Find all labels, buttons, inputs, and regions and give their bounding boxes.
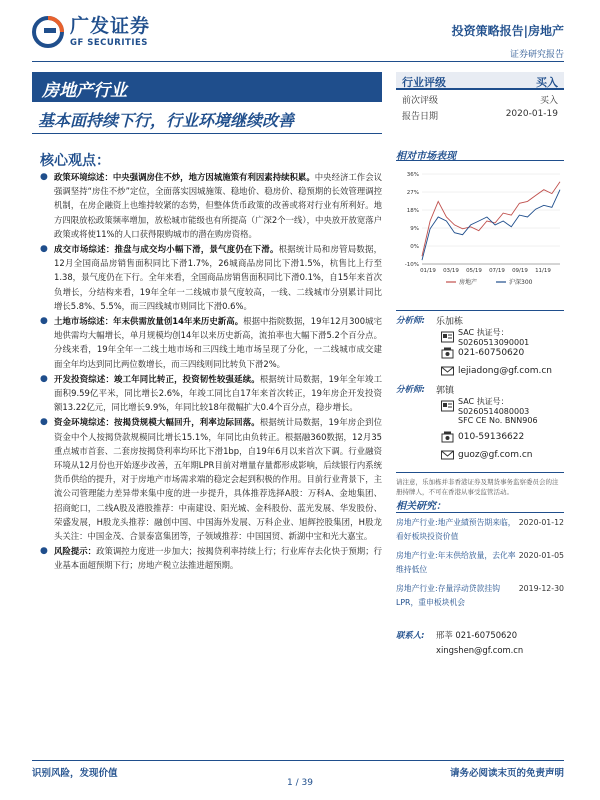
analyst-email-row <box>396 362 564 380</box>
paragraph-investment <box>34 372 382 415</box>
paragraph-text: 根据统计局数据，19年全年竣工面积9.59亿平米，同比增长2.6%，年竣工同比自17年来首次转正，19年房企开发投资额13.22亿元，同比增长9.9%，年同比较18年微幅扩大0.4个百分点，稳步增长。 <box>54 373 382 413</box>
x-tick-label: 05/19 <box>466 268 482 274</box>
y-tick-label: 18% <box>406 208 419 214</box>
relative-performance-chart <box>396 168 564 292</box>
paragraph-lead: 资金环境综述：按揭贷规模大幅回升，利率边际回落。 <box>54 417 260 428</box>
rating-label: 行业评级 <box>402 76 446 89</box>
paragraph-lead: 政策环境综述：中央强调房住不炒，地方因城施策有利因素持续积累。 <box>54 172 315 182</box>
core-views-title: 核心观点： <box>40 153 110 169</box>
related-divider <box>396 512 564 513</box>
contact-email[interactable]: xingshen@gf.com.cn <box>436 644 524 655</box>
paragraph-funding <box>34 415 382 543</box>
phone-icon <box>436 431 458 443</box>
report-date-row <box>396 106 564 122</box>
analyst-sfc: SFC CE No. BNN906 <box>458 416 538 425</box>
paragraph-text: 根据统计局数据，19年房企到位资金中个人按揭贷款规模同比增长15.1%，年同比由负转正。根据融360数据，12月35重点城市首套、二套房按揭贷利率均环比下滑1bp，自19年6月以来首次下调。行业融资环境从12月份也开始逐步改善，五年期LPR目前对增量存量都形成影响，后续银行内系统货币供给的提升，对于房地产市场需求端的稳定会起到积极的作用。目前行业背景下，主流公司管理能力差异带来集中度的进一步提升，具体推荐选择A股：万科A、金地集团、招商蛇口，二线A股及港股推荐：中南建设、阳光城、金科股份、蓝光发展、华发股份、荣盛发展，H股龙头推荐：融创中国、中国海外发展、万科企业、旭辉控股集团，H股龙头关注：中国金茂、合景泰富集团等，子领域推荐：中国国贸、新湖中宝和光大嘉宝。 <box>54 417 382 542</box>
analyst-name: 郭镇 <box>436 385 455 396</box>
analyst-sfc-row <box>396 413 564 428</box>
paragraph-text: 政策调控力度进一步加大；按揭贷利率持续上行；行业库存去化快于预期；行业基本面超预期下行；房地产税立法推进超预期。 <box>54 546 383 571</box>
related-item-date: 2020-01-12 <box>518 518 564 527</box>
contact-name-phone: 邢莘 021-60750620 <box>436 629 518 640</box>
header-divider <box>32 61 564 62</box>
related-item-title[interactable]: 房地产行业:存量浮动贷款挂钩LPR，重申板块机会 <box>396 584 500 607</box>
industry-title: 房地产行业 <box>32 72 382 102</box>
paragraph-lead: 风险提示： <box>54 546 97 557</box>
analyst-label: 分析师: <box>396 385 425 395</box>
logo-en-text: GF SECURITIES <box>70 37 148 48</box>
prev-rating-label: 前次评级 <box>402 96 439 106</box>
paragraph-policy <box>34 170 382 241</box>
analyst-phone-row <box>396 344 564 362</box>
contact-block <box>396 627 564 657</box>
analyst-email[interactable]: lejiadong@gf.com.cn <box>458 366 553 376</box>
id-card-icon <box>436 400 458 412</box>
analyst-label: 分析师: <box>396 316 425 326</box>
y-tick-label: 27% <box>406 190 419 196</box>
analyst-email[interactable]: guoz@gf.com.cn <box>458 450 533 460</box>
footer-disclaimer: 请务必阅读末页的免责声明 <box>449 768 564 779</box>
bullet-icon: ● <box>40 244 48 255</box>
y-tick-label: -10% <box>404 262 419 268</box>
id-card-icon <box>436 331 458 343</box>
paragraph-risk <box>34 544 382 572</box>
phone-icon <box>436 347 458 359</box>
report-headline: 基本面持续下行，行业环境继续改善 <box>32 104 382 134</box>
analyst-sac: SAC 执证号：S0260514080003 <box>458 396 530 416</box>
performance-divider <box>396 160 564 161</box>
x-tick-label: 07/19 <box>489 268 505 274</box>
prev-rating-row <box>396 90 564 106</box>
header-right <box>452 22 564 60</box>
y-tick-label: 0% <box>410 244 419 250</box>
analyst-sac-row <box>396 396 564 416</box>
mail-icon <box>436 365 458 377</box>
core-views-body <box>34 170 382 574</box>
related-research-list <box>396 516 564 615</box>
bullet-icon: ● <box>40 373 48 384</box>
related-item-date: 2019-12-30 <box>518 584 564 593</box>
mail-icon <box>436 449 458 461</box>
bullet-icon: ● <box>40 546 48 557</box>
paragraph-transaction <box>34 242 382 313</box>
report-date-label: 报告日期 <box>402 112 439 122</box>
contact-email-row <box>396 642 564 657</box>
contact-row <box>396 627 564 642</box>
license-disclaimer: 请注意，乐加栋并非香港证券及期货事务监察委员会的注册持牌人，不可在香港从事受监管活动。 <box>396 472 564 497</box>
logo-cn-text: 广发证券 <box>70 14 151 37</box>
bullet-icon: ● <box>40 172 48 182</box>
report-date-value: 2020-01-19 <box>505 109 558 119</box>
related-item-title[interactable]: 房地产行业:年末供给放量，去化率维持低位 <box>396 551 516 574</box>
bullet-icon: ● <box>40 316 48 327</box>
legend-label: 沪深300 <box>509 279 533 286</box>
paragraph-text: 根据统计局和房管局数据，12月全国商品房销售面积同比下滑1.7%，26城商品房同比下滑1.5%，杭售比上行至1.38，景气度仍在下行。全年来看，全国商品房销售面积同比下滑0.1%，自15年来首次负增长，分结构来看，19年全年一二线城市景气度较高，一线、二线城市分别累计同比增长5.8%、5.5%，而三四线城市则同比下滑0.6%。 <box>54 244 383 311</box>
bullet-icon: ● <box>40 417 48 428</box>
footer-slogan: 识别风险，发现价值 <box>32 768 118 779</box>
related-research-title: 相关研究： <box>396 501 446 512</box>
page-number: 1 / 39 <box>287 778 313 788</box>
paragraph-text: 根据中指院数据，19年12月300城宅地供需均大幅增长，单月规模均创14年以来历史新高，流拍率也大幅下滑5.2个百分点。分线来看，19年全年一二线土地市场和三四线土地市场呈现了分化，一二线城市成交建面全年均达到同比两位数增长，而三四线则同比转负下滑2%。 <box>54 316 382 369</box>
paragraph-land <box>34 314 382 371</box>
analyst-sac: SAC 执证号：S0260513090001 <box>458 327 530 347</box>
related-item[interactable] <box>396 516 564 543</box>
series-line-1 <box>422 190 560 260</box>
analyst-phone-row <box>396 428 564 446</box>
rating-value: 买入 <box>536 76 558 89</box>
contact-label: 联系人: <box>396 629 425 640</box>
performance-title: 相对市场表现 <box>396 151 456 162</box>
paragraph-text: 中央经济工作会议强调坚持“房住不炒”定位，全面落实因城施策、稳地价、稳房价、稳预期的长效管理调控机制，在房企融资上也维持较紧的态势，但整体货币政策的改善或将对行业有所利好。地方四限放松政策频率增加，放松城市能级也有所提高（广深2个一线），中央放开放宽落户政策或将使11%的人口获得限购城市的潜在购房资格。 <box>54 172 383 239</box>
analyst-sac-row <box>396 327 564 347</box>
analyst-email-row <box>396 446 564 464</box>
paragraph-lead: 土地市场综述：年末供需放量创14年来历史新高。 <box>54 316 244 327</box>
related-item[interactable] <box>396 549 564 576</box>
prev-rating-value: 买入 <box>539 96 558 106</box>
x-tick-label: 01/19 <box>420 268 436 274</box>
x-tick-label: 09/19 <box>512 268 528 274</box>
paragraph-lead: 成交市场综述：推盘与成交均小幅下滑，景气度仍在下滑。 <box>54 244 279 255</box>
x-tick-label: 11/19 <box>535 268 551 274</box>
footer-divider <box>32 760 564 761</box>
report-type: 投资策略报告|房地产 <box>451 24 564 38</box>
rating-box <box>396 72 564 122</box>
legend-label: 房地产 <box>459 279 478 286</box>
analyst-phone[interactable]: 010-59136622 <box>458 432 525 442</box>
related-item-date: 2020-01-05 <box>518 551 564 560</box>
x-tick-label: 03/19 <box>443 268 459 274</box>
report-subtitle: 证券研究报告 <box>509 50 564 60</box>
gf-logo-icon <box>32 16 64 48</box>
related-item[interactable] <box>396 582 564 609</box>
gf-securities-logo <box>32 14 182 50</box>
analysts-block <box>396 310 564 497</box>
analyst-name: 乐加栋 <box>436 316 464 327</box>
analyst-phone[interactable]: 021-60750620 <box>458 348 525 358</box>
y-tick-label: 9% <box>410 226 419 232</box>
paragraph-lead: 开发投资综述：竣工年同比转正，投资韧性较强延续。 <box>54 373 260 384</box>
y-tick-label: 36% <box>406 172 419 178</box>
related-item-title[interactable]: 房地产行业:地产业績预告期来临，看好板块投资价值 <box>396 518 516 541</box>
rating-header <box>396 72 564 90</box>
